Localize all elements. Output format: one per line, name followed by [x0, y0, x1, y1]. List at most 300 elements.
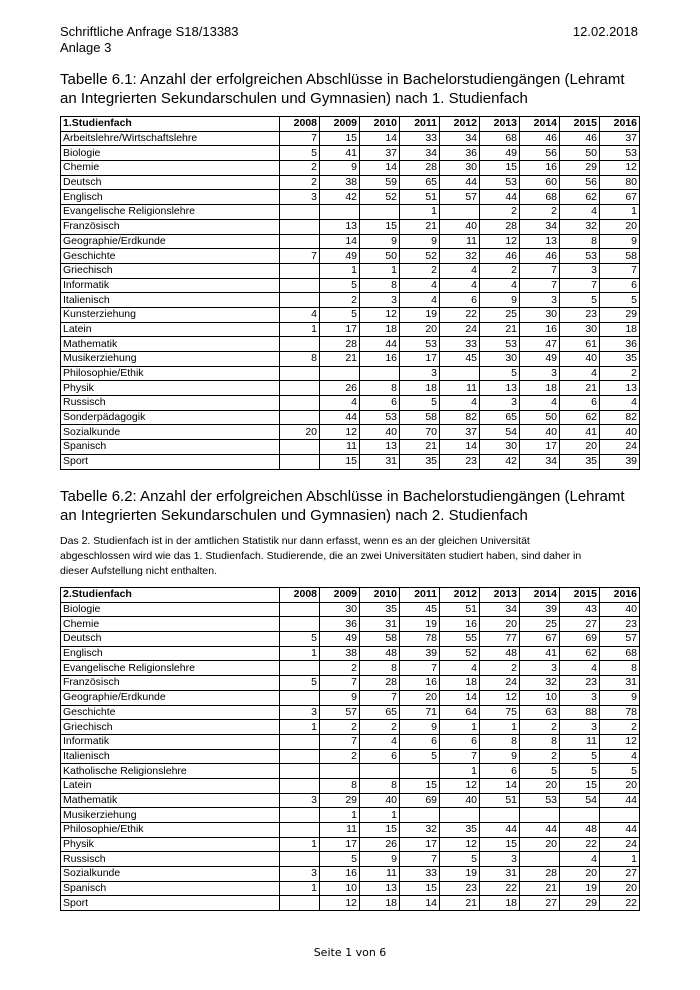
count-cell: 28 [480, 219, 520, 234]
count-cell: 22 [560, 837, 600, 852]
count-cell: 35 [440, 823, 480, 838]
subject-cell: Geschichte [61, 705, 280, 720]
count-cell [280, 852, 320, 867]
count-cell: 13 [520, 234, 560, 249]
table-row [61, 690, 640, 705]
count-cell [600, 808, 640, 823]
count-cell: 49 [320, 632, 360, 647]
count-cell [360, 366, 400, 381]
count-cell: 23 [560, 676, 600, 691]
count-cell: 9 [360, 234, 400, 249]
subject-cell: Geschichte [61, 249, 280, 264]
count-cell: 7 [280, 249, 320, 264]
count-cell: 4 [560, 852, 600, 867]
count-cell: 9 [360, 852, 400, 867]
count-cell: 49 [480, 146, 520, 161]
count-cell: 20 [600, 778, 640, 793]
count-cell: 1 [600, 852, 640, 867]
count-cell: 18 [480, 896, 520, 911]
count-cell: 7 [320, 676, 360, 691]
count-cell: 3 [280, 793, 320, 808]
count-cell: 16 [440, 617, 480, 632]
count-cell: 65 [480, 410, 520, 425]
count-cell: 80 [600, 175, 640, 190]
subject-cell: Deutsch [61, 632, 280, 647]
count-cell: 41 [320, 146, 360, 161]
count-cell: 23 [560, 307, 600, 322]
count-cell: 15 [400, 881, 440, 896]
count-cell: 43 [560, 602, 600, 617]
count-cell: 9 [480, 293, 520, 308]
count-cell: 47 [520, 337, 560, 352]
count-cell: 33 [440, 337, 480, 352]
column-header-year: 2014 [520, 588, 560, 603]
count-cell: 5 [560, 293, 600, 308]
count-cell: 62 [560, 646, 600, 661]
count-cell [280, 337, 320, 352]
subject-cell: Deutsch [61, 175, 280, 190]
count-cell [320, 764, 360, 779]
subject-cell: Chemie [61, 617, 280, 632]
count-cell [280, 661, 320, 676]
count-cell: 24 [600, 837, 640, 852]
count-cell: 14 [400, 896, 440, 911]
table2-title [60, 487, 650, 525]
count-cell: 16 [400, 676, 440, 691]
table1-title-line2: an Integrierten Sekundarschulen und Gymnasien) nach 1. Studienfach [60, 90, 528, 107]
table1-title-line1: Tabelle 6.1: Anzahl der erfolgreichen Abschlüsse in Bachelorstudiengängen (Lehramt [60, 71, 625, 88]
count-cell: 8 [480, 734, 520, 749]
count-cell: 7 [560, 278, 600, 293]
subject-cell: Französisch [61, 676, 280, 691]
count-cell: 78 [600, 705, 640, 720]
count-cell: 12 [440, 778, 480, 793]
table-row [61, 146, 640, 161]
count-cell: 2 [360, 720, 400, 735]
count-cell: 69 [560, 632, 600, 647]
subject-cell: Englisch [61, 646, 280, 661]
count-cell [280, 263, 320, 278]
subject-cell: Chemie [61, 161, 280, 176]
table-row [61, 454, 640, 469]
count-cell [280, 808, 320, 823]
count-cell: 3 [480, 396, 520, 411]
table-row [61, 734, 640, 749]
table-row [61, 263, 640, 278]
subject-cell: Evangelische Religionslehre [61, 661, 280, 676]
count-cell [520, 852, 560, 867]
count-cell [280, 278, 320, 293]
count-cell: 2 [400, 263, 440, 278]
count-cell: 2 [480, 263, 520, 278]
count-cell: 17 [520, 440, 560, 455]
count-cell: 3 [280, 867, 320, 882]
count-cell: 34 [440, 131, 480, 146]
count-cell: 19 [400, 307, 440, 322]
count-cell: 82 [440, 410, 480, 425]
count-cell: 53 [480, 337, 520, 352]
table-row [61, 720, 640, 735]
count-cell: 3 [400, 366, 440, 381]
count-cell: 9 [480, 749, 520, 764]
count-cell [280, 381, 320, 396]
subject-cell: Griechisch [61, 720, 280, 735]
count-cell: 29 [600, 307, 640, 322]
subject-cell: Griechisch [61, 263, 280, 278]
count-cell [280, 764, 320, 779]
count-cell: 15 [400, 778, 440, 793]
count-cell: 3 [560, 263, 600, 278]
count-cell [280, 734, 320, 749]
count-cell: 20 [400, 322, 440, 337]
count-cell: 53 [480, 175, 520, 190]
count-cell: 34 [520, 219, 560, 234]
count-cell: 50 [520, 410, 560, 425]
count-cell: 15 [360, 823, 400, 838]
count-cell: 30 [480, 352, 520, 367]
count-cell: 15 [320, 454, 360, 469]
count-cell: 14 [320, 234, 360, 249]
count-cell: 8 [600, 661, 640, 676]
count-cell: 21 [560, 381, 600, 396]
count-cell [280, 410, 320, 425]
count-cell: 40 [360, 793, 400, 808]
count-cell: 2 [320, 293, 360, 308]
count-cell: 8 [320, 778, 360, 793]
table-row [61, 632, 640, 647]
count-cell: 7 [520, 278, 560, 293]
table1-title [60, 70, 650, 108]
column-header-subject: 2.Studienfach [61, 588, 280, 603]
count-cell: 34 [480, 602, 520, 617]
count-cell: 4 [480, 278, 520, 293]
count-cell: 54 [480, 425, 520, 440]
count-cell: 15 [480, 161, 520, 176]
subject-cell: Physik [61, 381, 280, 396]
count-cell: 44 [440, 175, 480, 190]
table-row [61, 646, 640, 661]
count-cell: 1 [360, 263, 400, 278]
count-cell: 33 [400, 131, 440, 146]
count-cell: 8 [360, 278, 400, 293]
count-cell [280, 617, 320, 632]
count-cell: 13 [600, 381, 640, 396]
column-header-year: 2010 [360, 117, 400, 132]
count-cell: 9 [400, 720, 440, 735]
count-cell: 1 [280, 837, 320, 852]
table-row [61, 778, 640, 793]
count-cell: 56 [560, 175, 600, 190]
count-cell: 1 [440, 720, 480, 735]
count-cell: 37 [360, 146, 400, 161]
count-cell [400, 764, 440, 779]
count-cell: 6 [360, 396, 400, 411]
count-cell: 39 [600, 454, 640, 469]
count-cell: 11 [320, 823, 360, 838]
count-cell: 18 [440, 676, 480, 691]
count-cell: 1 [320, 808, 360, 823]
count-cell: 20 [600, 881, 640, 896]
count-cell: 5 [320, 278, 360, 293]
count-cell: 2 [480, 205, 520, 220]
count-cell [280, 454, 320, 469]
count-cell: 9 [400, 234, 440, 249]
count-cell: 5 [480, 366, 520, 381]
count-cell: 62 [560, 190, 600, 205]
column-header-year: 2014 [520, 117, 560, 132]
count-cell: 4 [440, 263, 480, 278]
count-cell: 15 [480, 837, 520, 852]
count-cell [520, 808, 560, 823]
count-cell: 44 [480, 823, 520, 838]
count-cell: 44 [360, 337, 400, 352]
count-cell [280, 366, 320, 381]
count-cell: 4 [400, 293, 440, 308]
count-cell: 46 [520, 249, 560, 264]
count-cell: 29 [320, 793, 360, 808]
count-cell: 8 [360, 778, 400, 793]
count-cell: 10 [320, 881, 360, 896]
count-cell: 8 [560, 234, 600, 249]
table1-first-subject [60, 116, 640, 470]
count-cell: 62 [560, 410, 600, 425]
count-cell: 1 [280, 881, 320, 896]
count-cell: 17 [400, 352, 440, 367]
subject-cell: Kunsterziehung [61, 307, 280, 322]
count-cell: 56 [520, 146, 560, 161]
count-cell: 18 [360, 322, 400, 337]
count-cell: 7 [440, 749, 480, 764]
count-cell: 48 [560, 823, 600, 838]
column-header-year: 2013 [480, 588, 520, 603]
table2-note-line1: Das 2. Studienfach ist in der amtlichen Statistik nur dann erfasst, wenn es an der gleichen Universität [60, 535, 530, 547]
table-row [61, 852, 640, 867]
table-row [61, 440, 640, 455]
table2-note-line3: dieser Aufstellung nicht enthalten. [60, 565, 218, 577]
table-row [61, 352, 640, 367]
count-cell: 8 [280, 352, 320, 367]
count-cell: 18 [360, 896, 400, 911]
table-row [61, 219, 640, 234]
subject-cell: Musikerziehung [61, 352, 280, 367]
count-cell [280, 293, 320, 308]
count-cell: 40 [560, 352, 600, 367]
count-cell: 4 [280, 307, 320, 322]
count-cell: 5 [280, 632, 320, 647]
count-cell: 24 [600, 440, 640, 455]
column-header-year: 2012 [440, 117, 480, 132]
count-cell: 23 [600, 617, 640, 632]
count-cell: 12 [320, 425, 360, 440]
count-cell: 12 [440, 837, 480, 852]
count-cell: 2 [480, 661, 520, 676]
count-cell: 51 [480, 793, 520, 808]
count-cell: 21 [520, 881, 560, 896]
count-cell [280, 234, 320, 249]
table-row [61, 366, 640, 381]
count-cell: 22 [600, 896, 640, 911]
count-cell: 19 [560, 881, 600, 896]
count-cell: 34 [520, 454, 560, 469]
table-row [61, 293, 640, 308]
count-cell: 11 [320, 440, 360, 455]
count-cell: 19 [440, 867, 480, 882]
count-cell: 57 [320, 705, 360, 720]
count-cell: 2 [280, 161, 320, 176]
count-cell: 11 [440, 381, 480, 396]
count-cell: 15 [320, 131, 360, 146]
table-row [61, 234, 640, 249]
table-row [61, 602, 640, 617]
count-cell: 1 [280, 720, 320, 735]
table-row [61, 764, 640, 779]
count-cell: 12 [480, 234, 520, 249]
table-row [61, 705, 640, 720]
subject-cell: Musikerziehung [61, 808, 280, 823]
count-cell: 1 [360, 808, 400, 823]
count-cell: 12 [320, 896, 360, 911]
count-cell: 68 [520, 190, 560, 205]
count-cell: 36 [440, 146, 480, 161]
count-cell: 54 [560, 793, 600, 808]
count-cell: 18 [520, 381, 560, 396]
count-cell: 44 [600, 793, 640, 808]
count-cell: 6 [400, 734, 440, 749]
count-cell [280, 219, 320, 234]
count-cell: 77 [480, 632, 520, 647]
count-cell: 20 [600, 219, 640, 234]
table2-second-subject [60, 587, 640, 911]
count-cell: 44 [520, 823, 560, 838]
attachment-label: Anlage 3 [60, 40, 112, 55]
count-cell: 78 [400, 632, 440, 647]
column-header-year: 2008 [280, 117, 320, 132]
count-cell: 34 [400, 146, 440, 161]
count-cell: 3 [520, 293, 560, 308]
count-cell: 6 [440, 734, 480, 749]
count-cell: 4 [600, 396, 640, 411]
count-cell: 88 [560, 705, 600, 720]
count-cell: 28 [360, 676, 400, 691]
count-cell: 11 [360, 867, 400, 882]
count-cell: 9 [600, 234, 640, 249]
count-cell: 7 [280, 131, 320, 146]
count-cell: 40 [520, 425, 560, 440]
count-cell: 60 [520, 175, 560, 190]
count-cell: 4 [520, 396, 560, 411]
table-row [61, 881, 640, 896]
count-cell: 5 [280, 676, 320, 691]
count-cell: 37 [600, 131, 640, 146]
table-row [61, 396, 640, 411]
count-cell: 35 [360, 602, 400, 617]
column-header-year: 2016 [600, 117, 640, 132]
count-cell: 52 [360, 190, 400, 205]
count-cell: 13 [360, 440, 400, 455]
count-cell: 35 [600, 352, 640, 367]
count-cell: 23 [440, 454, 480, 469]
subject-cell: Mathematik [61, 337, 280, 352]
count-cell: 46 [480, 249, 520, 264]
count-cell: 14 [480, 778, 520, 793]
count-cell: 4 [560, 661, 600, 676]
count-cell: 11 [440, 234, 480, 249]
count-cell: 6 [560, 396, 600, 411]
count-cell: 5 [320, 307, 360, 322]
count-cell: 29 [560, 161, 600, 176]
count-cell: 27 [600, 867, 640, 882]
count-cell: 20 [560, 867, 600, 882]
subject-cell: Evangelische Religionslehre [61, 205, 280, 220]
subject-cell: Geographie/Erdkunde [61, 690, 280, 705]
table-row [61, 190, 640, 205]
subject-cell: Biologie [61, 146, 280, 161]
count-cell: 53 [600, 146, 640, 161]
count-cell: 4 [440, 278, 480, 293]
count-cell: 5 [560, 749, 600, 764]
count-cell: 52 [440, 646, 480, 661]
table-row [61, 808, 640, 823]
count-cell: 6 [480, 764, 520, 779]
count-cell [440, 205, 480, 220]
table-row [61, 381, 640, 396]
table-row [61, 175, 640, 190]
subject-cell: Sport [61, 896, 280, 911]
count-cell: 53 [520, 793, 560, 808]
count-cell: 12 [360, 307, 400, 322]
table-row [61, 617, 640, 632]
subject-cell: Geographie/Erdkunde [61, 234, 280, 249]
table2-title-line2: an Integrierten Sekundarschulen und Gymnasien) nach 2. Studienfach [60, 507, 528, 524]
count-cell: 2 [520, 749, 560, 764]
count-cell: 8 [520, 734, 560, 749]
count-cell: 82 [600, 410, 640, 425]
count-cell: 50 [560, 146, 600, 161]
table-row [61, 249, 640, 264]
count-cell: 1 [400, 205, 440, 220]
subject-cell: Informatik [61, 278, 280, 293]
column-header-year: 2009 [320, 117, 360, 132]
count-cell: 48 [360, 646, 400, 661]
count-cell: 41 [520, 646, 560, 661]
table2-note [60, 534, 650, 579]
count-cell: 41 [560, 425, 600, 440]
count-cell: 17 [320, 322, 360, 337]
count-cell: 3 [280, 705, 320, 720]
count-cell: 5 [520, 764, 560, 779]
inquiry-reference: Schriftliche Anfrage S18/13383 [60, 24, 239, 39]
count-cell: 20 [280, 425, 320, 440]
count-cell: 44 [320, 410, 360, 425]
count-cell: 16 [520, 322, 560, 337]
count-cell: 45 [440, 352, 480, 367]
count-cell: 5 [600, 764, 640, 779]
count-cell: 63 [520, 705, 560, 720]
count-cell [280, 205, 320, 220]
count-cell: 4 [320, 396, 360, 411]
count-cell: 53 [560, 249, 600, 264]
count-cell: 3 [560, 690, 600, 705]
subject-cell: Italienisch [61, 293, 280, 308]
table-row [61, 322, 640, 337]
table-row [61, 837, 640, 852]
count-cell: 23 [440, 881, 480, 896]
count-cell: 18 [400, 381, 440, 396]
count-cell: 21 [480, 322, 520, 337]
count-cell: 32 [520, 676, 560, 691]
count-cell: 3 [520, 661, 560, 676]
subject-cell: Russisch [61, 852, 280, 867]
